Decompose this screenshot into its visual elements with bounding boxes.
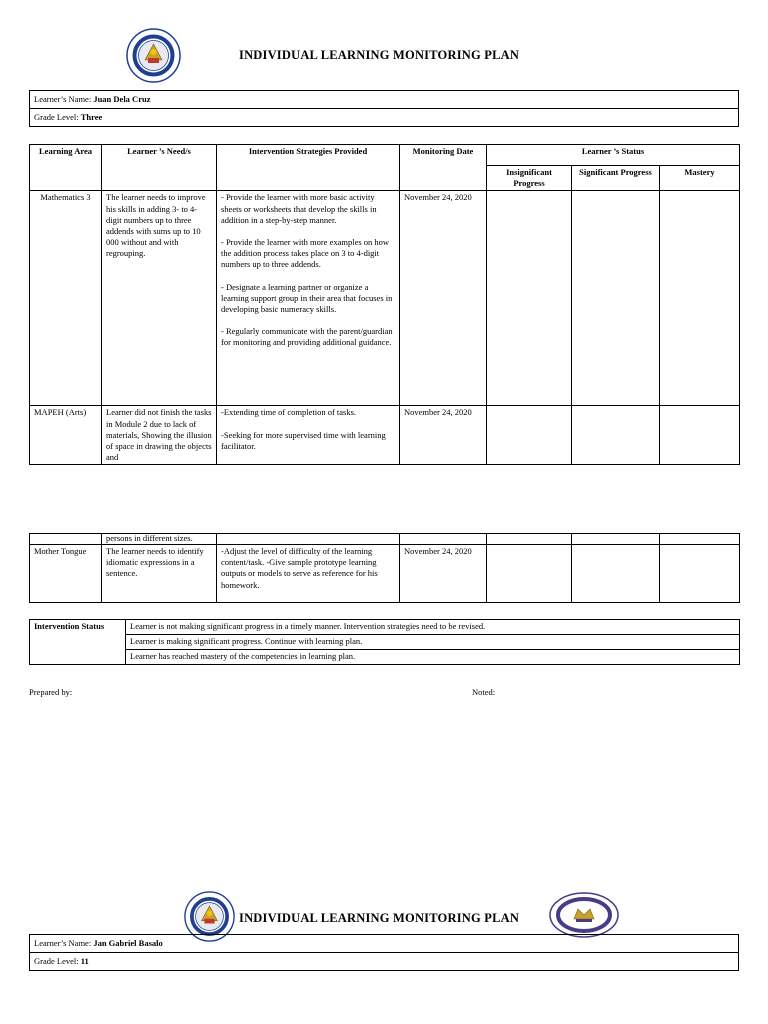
significant-cell — [572, 406, 660, 465]
needs-cell: The learner needs to improve his skills in adding 3- to 4-digit numbers up to three addends with sums up to 10 000 without and with regrouping. — [102, 191, 217, 406]
header-monitoring-date: Monitoring Date — [400, 145, 487, 191]
area-cell: Mathematics 3 — [30, 191, 102, 406]
grade-level-value: Three — [80, 111, 103, 122]
header-significant: Significant Progress — [572, 166, 660, 191]
area-cell — [30, 534, 102, 545]
table-row — [30, 534, 740, 545]
strategies-cell — [217, 191, 400, 406]
learner-info-table — [29, 90, 739, 127]
insignificant-cell — [487, 406, 572, 465]
strategy-item: - Provide the learner with more basic activity sheets or worksheets that develop the skills in addition in a step-by-step manner. — [221, 192, 377, 225]
strategy-item: -Extending time of completion of tasks. — [221, 407, 357, 418]
table-row — [30, 191, 740, 406]
strategies-cell — [217, 534, 400, 545]
learner-name-label: Learner’s Name: — [34, 93, 94, 104]
prepared-by-label: Prepared by: — [29, 687, 73, 697]
continued-table — [29, 533, 740, 603]
date-cell: November 24, 2020 — [400, 191, 487, 406]
header-learning-area: Learning Area — [30, 145, 102, 191]
status-description: Learner has reached mastery of the competencies in learning plan. — [126, 650, 740, 665]
learner-name-value: Jan Gabriel Basalo — [93, 937, 163, 948]
deped-seal-logo — [126, 28, 181, 83]
grade-level-label: Grade Level: — [34, 111, 81, 122]
area-cell: Mother Tongue — [30, 545, 102, 603]
strategy-item: -Seeking for more supervised time with learning facilitator. — [221, 429, 386, 451]
grade-level-cell — [30, 109, 739, 127]
page-title: INDIVIDUAL LEARNING MONITORING PLAN — [239, 911, 520, 925]
area-cell: MAPEH (Arts) — [30, 406, 102, 465]
mastery-cell — [660, 406, 740, 465]
header-learner-status: Learner ’s Status — [487, 145, 740, 166]
status-description: Learner is making significant progress. Continue with learning plan. — [126, 635, 740, 650]
mastery-cell — [660, 545, 740, 603]
intervention-status-table — [29, 619, 740, 665]
insignificant-cell — [487, 534, 572, 545]
strategy-item: - Designate a learning partner or organize a learning support group in their area that focuses in developing basic numeracy skills. — [221, 281, 393, 315]
needs-continued-cell: persons in different sizes. — [102, 534, 217, 545]
noted-label: Noted: — [472, 687, 496, 697]
header-mastery: Mastery — [660, 166, 740, 191]
insignificant-cell — [487, 545, 572, 603]
date-cell: November 24, 2020 — [400, 545, 487, 603]
grade-level-value: 11 — [80, 955, 89, 966]
page-title: INDIVIDUAL LEARNING MONITORING PLAN — [239, 48, 520, 62]
needs-cell: Learner did not finish the tasks in Module 2 due to lack of materials, Showing the illusion of space in drawing the objects and — [102, 406, 217, 465]
school-seal-logo — [548, 891, 620, 939]
needs-cell: The learner needs to identify idiomatic expressions in a sentence. — [102, 545, 217, 603]
strategy-item: - Regularly communicate with the parent/guardian for monitoring and providing additional guidance. — [221, 326, 393, 348]
grade-level-cell — [30, 953, 739, 971]
intervention-status-label: Intervention Status — [30, 620, 126, 665]
grade-level-label: Grade Level: — [34, 955, 81, 966]
learner-name-cell — [30, 91, 739, 109]
significant-cell — [572, 545, 660, 603]
significant-cell — [572, 191, 660, 406]
table-row — [30, 545, 740, 603]
learner-info-table — [29, 934, 739, 971]
learner-name-value: Juan Dela Cruz — [93, 93, 151, 104]
strategies-cell: -Adjust the level of difficulty of the learning content/task. -Give sample prototype learning outputs or models to serve as reference for his homework. — [217, 545, 400, 603]
monitoring-plan-table — [29, 144, 740, 465]
insignificant-cell — [487, 191, 572, 406]
date-cell: November 24, 2020 — [400, 406, 487, 465]
table-row — [30, 406, 740, 465]
strategy-item: - Provide the learner with more examples on how the addition process takes place on 3 to 4-digit numbers up to three addends. — [221, 237, 390, 270]
header-needs: Learner ’s Need/s — [102, 145, 217, 191]
header-strategies: Intervention Strategies Provided — [217, 145, 400, 191]
significant-cell — [572, 534, 660, 545]
learner-name-cell — [30, 935, 739, 953]
date-cell — [400, 534, 487, 545]
header-insignificant: Insignificant Progress — [487, 166, 572, 191]
mastery-cell — [660, 191, 740, 406]
learner-name-label: Learner’s Name: — [34, 937, 94, 948]
mastery-cell — [660, 534, 740, 545]
strategies-cell — [217, 406, 400, 465]
status-description: Learner is not making significant progress in a timely manner. Intervention strategies need to be revised. — [126, 620, 740, 635]
